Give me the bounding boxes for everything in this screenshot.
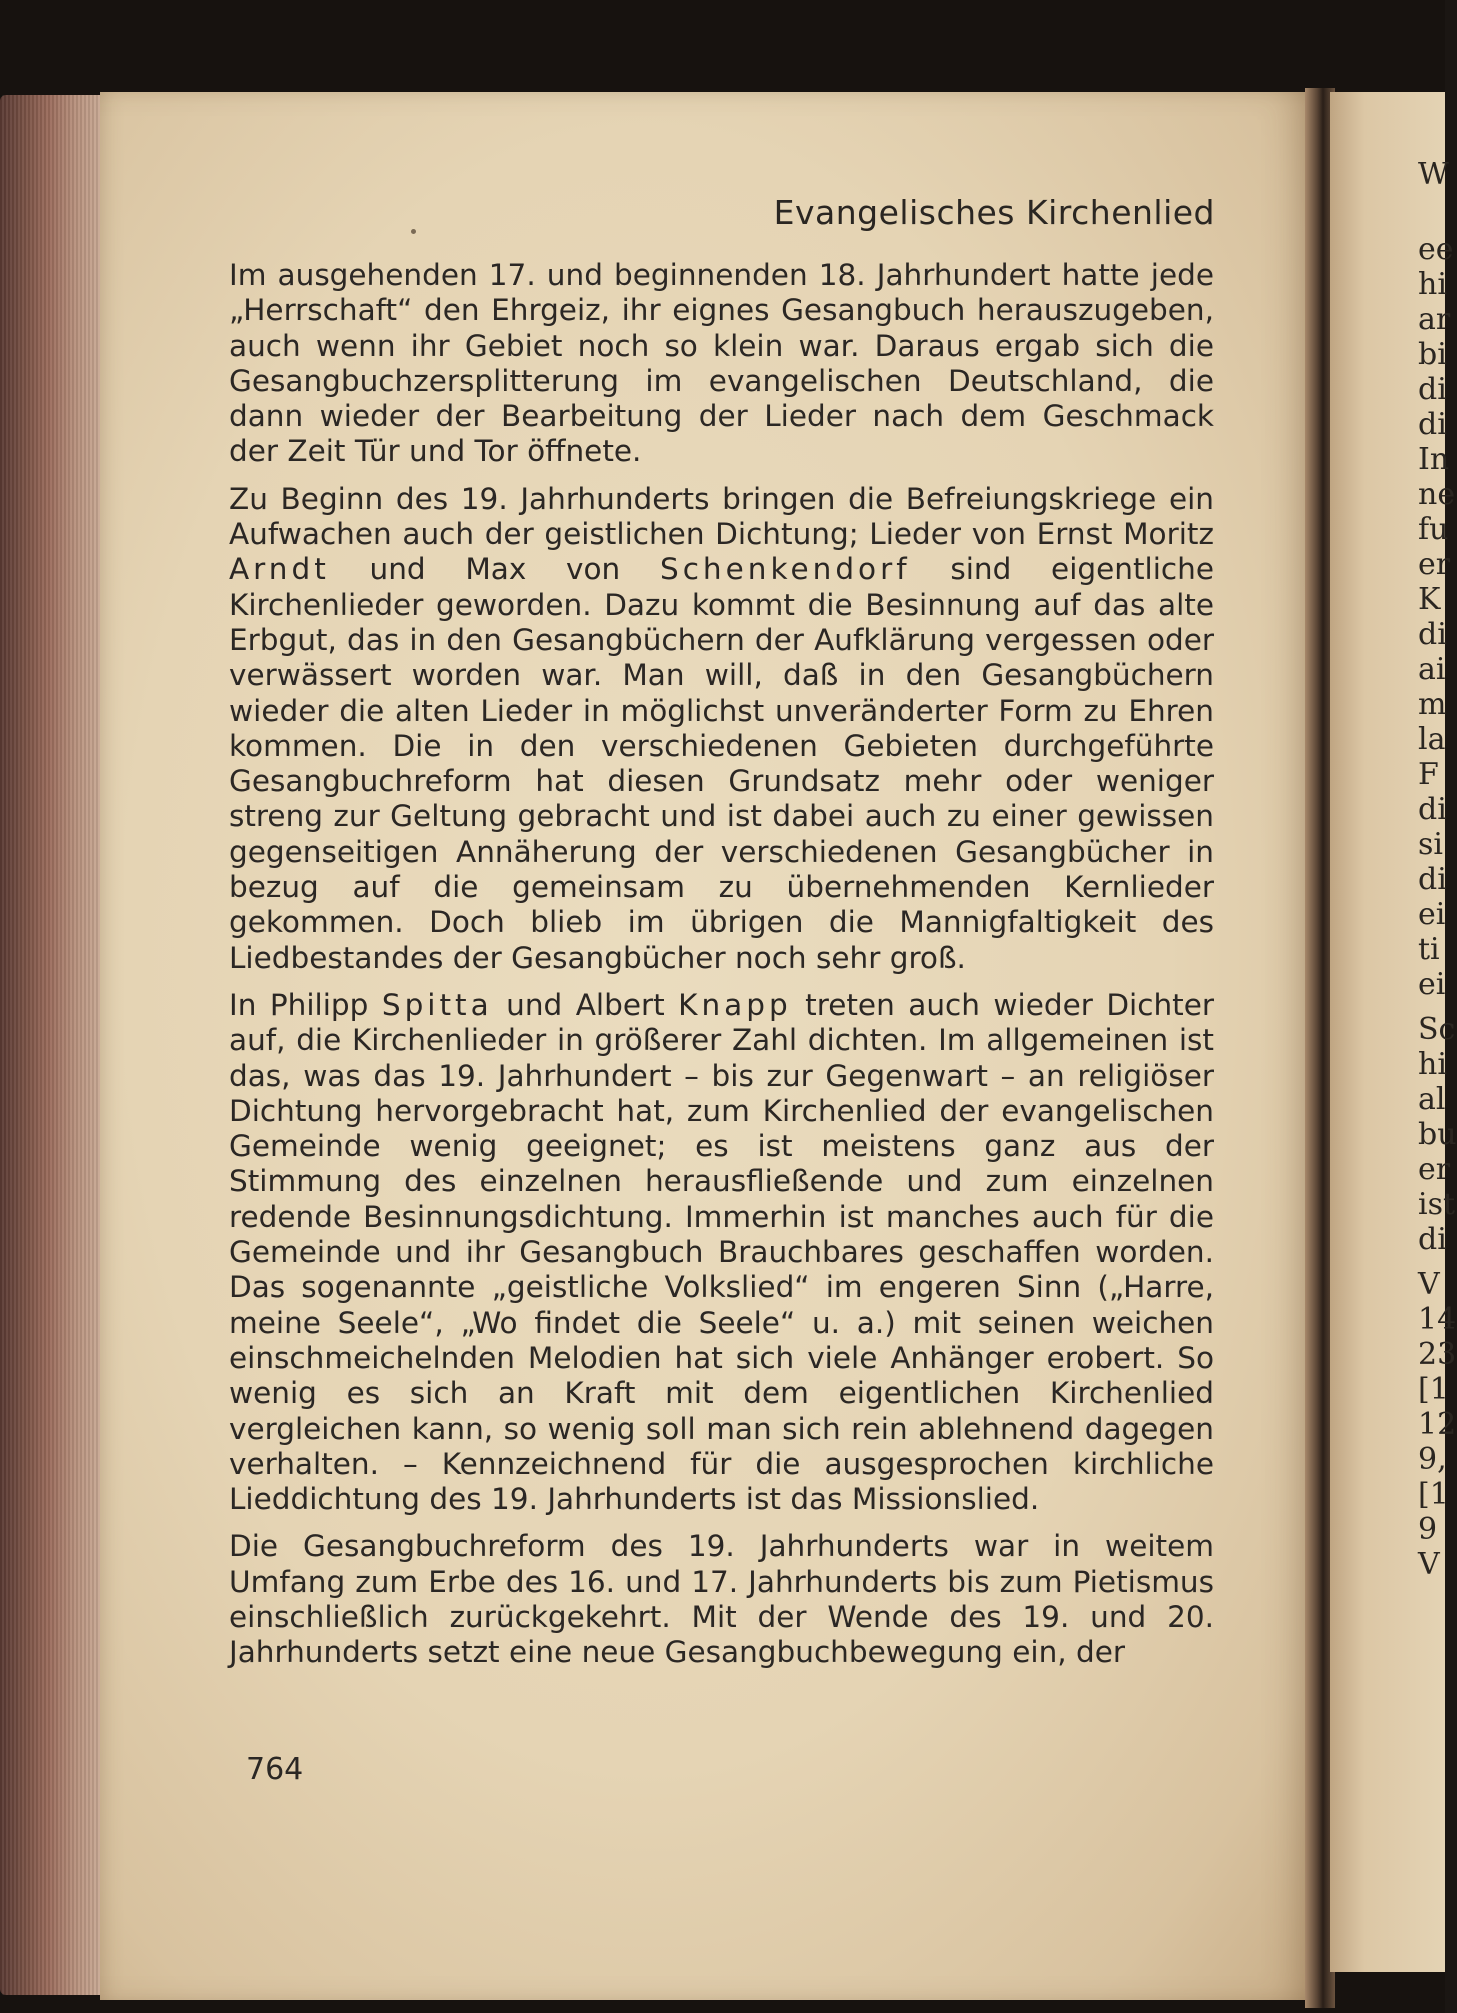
- facing-page-fragment: di: [1418, 372, 1447, 407]
- facing-page-fragment: ne: [1418, 477, 1456, 512]
- text-segment: Zu Beginn des 19. Jahrhunderts bringen die Befreiungskriege ein Aufwachen auch der geistlichen Dichtung; Lieder von Ernst Moritz: [229, 481, 1214, 552]
- facing-page-fragment: ei: [1418, 897, 1446, 932]
- body-text: [229, 258, 1214, 1683]
- facing-page-fragment: [1: [1418, 1372, 1449, 1407]
- facing-page-fragment: al: [1418, 1082, 1446, 1117]
- facing-page-fragment: di: [1418, 862, 1447, 897]
- text-segment: und Max von: [329, 552, 660, 587]
- page-speck: [411, 229, 416, 234]
- facing-page: [1330, 92, 1457, 1972]
- facing-page-fragment: si: [1418, 827, 1443, 862]
- facing-page-fragment: 9,: [1418, 1442, 1447, 1477]
- facing-page-fragment: di: [1418, 617, 1447, 652]
- facing-page-fragment: Sc: [1418, 1012, 1456, 1047]
- facing-page-fragment: [1: [1418, 1477, 1449, 1512]
- facing-page-fragment: ee: [1418, 232, 1454, 267]
- facing-page-fragment: 14: [1418, 1302, 1457, 1337]
- text-segment: treten auch wieder Dichter auf, die Kirchenlieder in größerer Zahl dichten. Im allgemeinen ist das, was das 19. Jahrhundert – bis zur Gegenwart – an religiöser Dichtung hervorgebracht hat, zum Kirchenlied der evangelischen Gemeinde wenig geeignet; es ist meistens ganz aus der Stimmung des einzelnen herausfließende und zum einzelnen redende Besinnungsdichtung. Immerhin ist manches auch für die Gemeinde und ihr Gesangbuch Brauchbares geschaffen worden. Das sogenannte „geistliche Volkslied“ im engeren Sinn („Harre, meine Seele“, „Wo findet die Seele“ u. a.) mit seinen weichen einschmeichelnden Melodien hat sich viele Anhänger erobert. So wenig es sich an Kraft mit dem eigentlichen Kirchenlied vergleichen kann, so wenig soll man sich rein ablehnend dagegen verhalten. – Kennzeichnend für die ausgesprochen kirchliche Lieddichtung des 19. Jahrhunderts ist das Missionslied.: [229, 987, 1214, 1517]
- facing-page-fragment: di: [1418, 792, 1447, 827]
- facing-page-fragment: 12: [1418, 1407, 1457, 1442]
- page-number: 764: [246, 1752, 304, 1787]
- facing-page-fragment: er: [1418, 547, 1451, 582]
- facing-page-fragment: fu: [1418, 512, 1449, 547]
- facing-page-fragment: ar: [1418, 302, 1451, 337]
- facing-page-fragment: W: [1418, 157, 1449, 192]
- facing-page-fragment: V: [1418, 1267, 1440, 1302]
- facing-page-fragment: ei: [1418, 967, 1446, 1002]
- paragraph: [229, 258, 1214, 470]
- text-segment: Im ausgehenden 17. und beginnenden 18. Jahrhundert hatte jede „Herrschaft“ den Ehrgeiz, ihr eignes Gesangbuch herauszugeben, auch wenn ihr Gebiet noch so klein war. Daraus ergab sich die Gesangbuchzersplitterung im evangelischen Deutschland, die dann wieder der Bearbeitung der Lieder nach dem Geschmack der Zeit Tür und Tor öffnete.: [229, 258, 1214, 469]
- facing-page-fragment: di: [1418, 407, 1447, 442]
- facing-page-fragment: hi: [1418, 267, 1447, 302]
- facing-page-fragment: hi: [1418, 1047, 1447, 1082]
- facing-page-fragment: ai: [1418, 652, 1446, 687]
- facing-page-fragment: ti: [1418, 932, 1440, 967]
- text-segment: sind eigentliche Kirchenlieder geworden. Dazu kommt die Besinnung auf das alte Erbgut, das in den Gesangbüchern der Aufklärung vergessen oder verwässert worden war. Man will, daß in den Gesangbüchern wieder die alten Lieder in möglichst unveränderter Form zu Ehren kommen. Die in den verschiedenen Gebieten durchgeführte Gesangbuchreform hat diesen Grundsatz mehr oder weniger streng zur Geltung gebracht und ist dabei auch zu einer gewissen gegenseitigen Annäherung der verschiedenen Gesangbücher in bezug auf die gemeinsam zu übernehmenden Kernlieder gekommen. Doch blieb im übrigen die Mannigfaltigkeit des Liedbestandes der Gesangbücher noch sehr groß.: [229, 552, 1214, 975]
- text-segment: Die Gesangbuchreform des 19. Jahrhunderts war in weitem Umfang zum Erbe des 16. und 17. Jahrhunderts bis zum Pietismus einschließlich zurückgekehrt. Mit der Wende des 19. und 20. Jahrhunderts setzt eine neue Gesangbuchbewegung ein, der: [229, 1529, 1214, 1670]
- facing-page-fragment: er: [1418, 1152, 1451, 1187]
- facing-page-fragment: di: [1418, 1222, 1447, 1257]
- spaced-name: Schenkendorf: [659, 552, 911, 587]
- page-edge-stack: [0, 95, 108, 1995]
- text-segment: und Albert: [492, 987, 679, 1022]
- facing-page-fragment: ist: [1418, 1187, 1456, 1222]
- facing-page-fragment: K: [1418, 582, 1441, 617]
- spaced-name: Knapp: [678, 987, 792, 1022]
- spaced-name: Spitta: [381, 987, 493, 1022]
- text-segment: In Philipp: [229, 987, 382, 1022]
- facing-page-fragment: bu: [1418, 1117, 1457, 1152]
- facing-page-fragment: la: [1418, 722, 1446, 757]
- running-title: Evangelisches Kirchenlied: [773, 193, 1215, 232]
- facing-page-fragment: 23: [1418, 1337, 1457, 1372]
- paragraph: [229, 482, 1214, 976]
- spaced-name: Arndt: [229, 552, 330, 587]
- paragraph: [229, 1529, 1214, 1670]
- facing-page-fragment: In: [1418, 442, 1450, 477]
- facing-page-fragment: F: [1418, 757, 1439, 792]
- facing-page-fragment: V: [1418, 1547, 1440, 1582]
- facing-page-fragment: bi: [1418, 337, 1447, 372]
- facing-page-fragment: 9: [1418, 1512, 1438, 1547]
- paragraph: [229, 988, 1214, 1517]
- facing-page-fragment: m: [1418, 687, 1447, 722]
